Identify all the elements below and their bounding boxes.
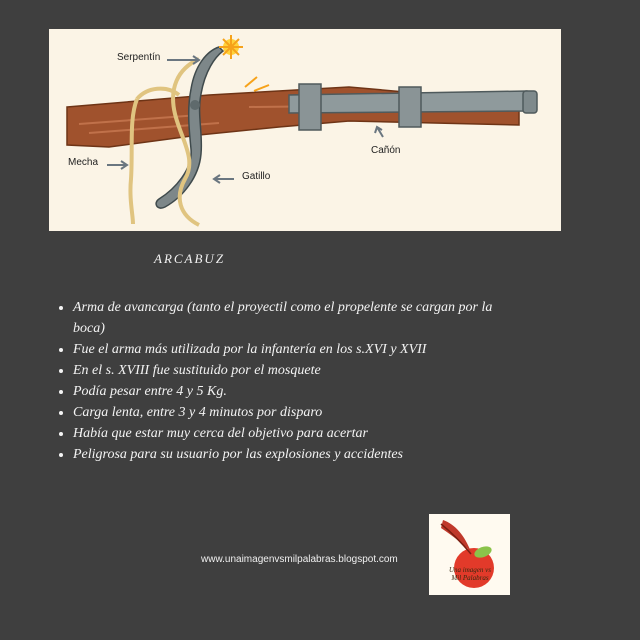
smoke-sparks [245, 77, 269, 91]
apple-quill-icon [429, 514, 510, 595]
barrel-band-1 [299, 84, 321, 130]
canon-arrow [375, 127, 383, 137]
fact-item: • En el s. XVIII fue sustituido por el mosquete [73, 361, 503, 382]
fact-item: • Había que estar muy cerca del objetivo para acertar [73, 424, 503, 445]
label-serpentin: Serpentín [117, 52, 161, 63]
logo-text [435, 566, 505, 582]
lock-pivot [190, 100, 200, 110]
figure-caption: ARCABUZ [154, 251, 226, 266]
barrel-band-2 [399, 87, 421, 127]
blog-url: www.unaimagenvsmilpalabras.blogspot.com [201, 554, 398, 565]
arquebus-illustration [49, 29, 561, 231]
logo-text-line2: Mil Palabras [451, 574, 489, 582]
logo-text-line1: Una imagen vs [449, 566, 491, 574]
label-mecha: Mecha [68, 157, 99, 168]
fact-item: • Podía pesar entre 4 y 5 Kg. [73, 382, 503, 403]
blog-logo [429, 514, 510, 595]
label-canon: Cañón [371, 145, 401, 156]
label-gatillo: Gatillo [242, 171, 271, 182]
fact-item: • Arma de avancarga (tanto el proyectil como el propelente se cargan por la boca) [73, 298, 503, 339]
facts-list [52, 298, 503, 466]
muzzle [523, 91, 537, 113]
fact-item: • Carga lenta, entre 3 y 4 minutos por disparo [73, 403, 503, 424]
fact-item: • Peligrosa para su usuario por las explosiones y accidentes [73, 445, 503, 466]
mecha-arrow [107, 161, 127, 169]
serpentin-arrow [167, 56, 199, 64]
spark [219, 35, 243, 59]
gatillo-arrow [214, 175, 234, 183]
fact-item: • Fue el arma más utilizada por la infantería en los s.XVI y XVII [73, 340, 503, 361]
